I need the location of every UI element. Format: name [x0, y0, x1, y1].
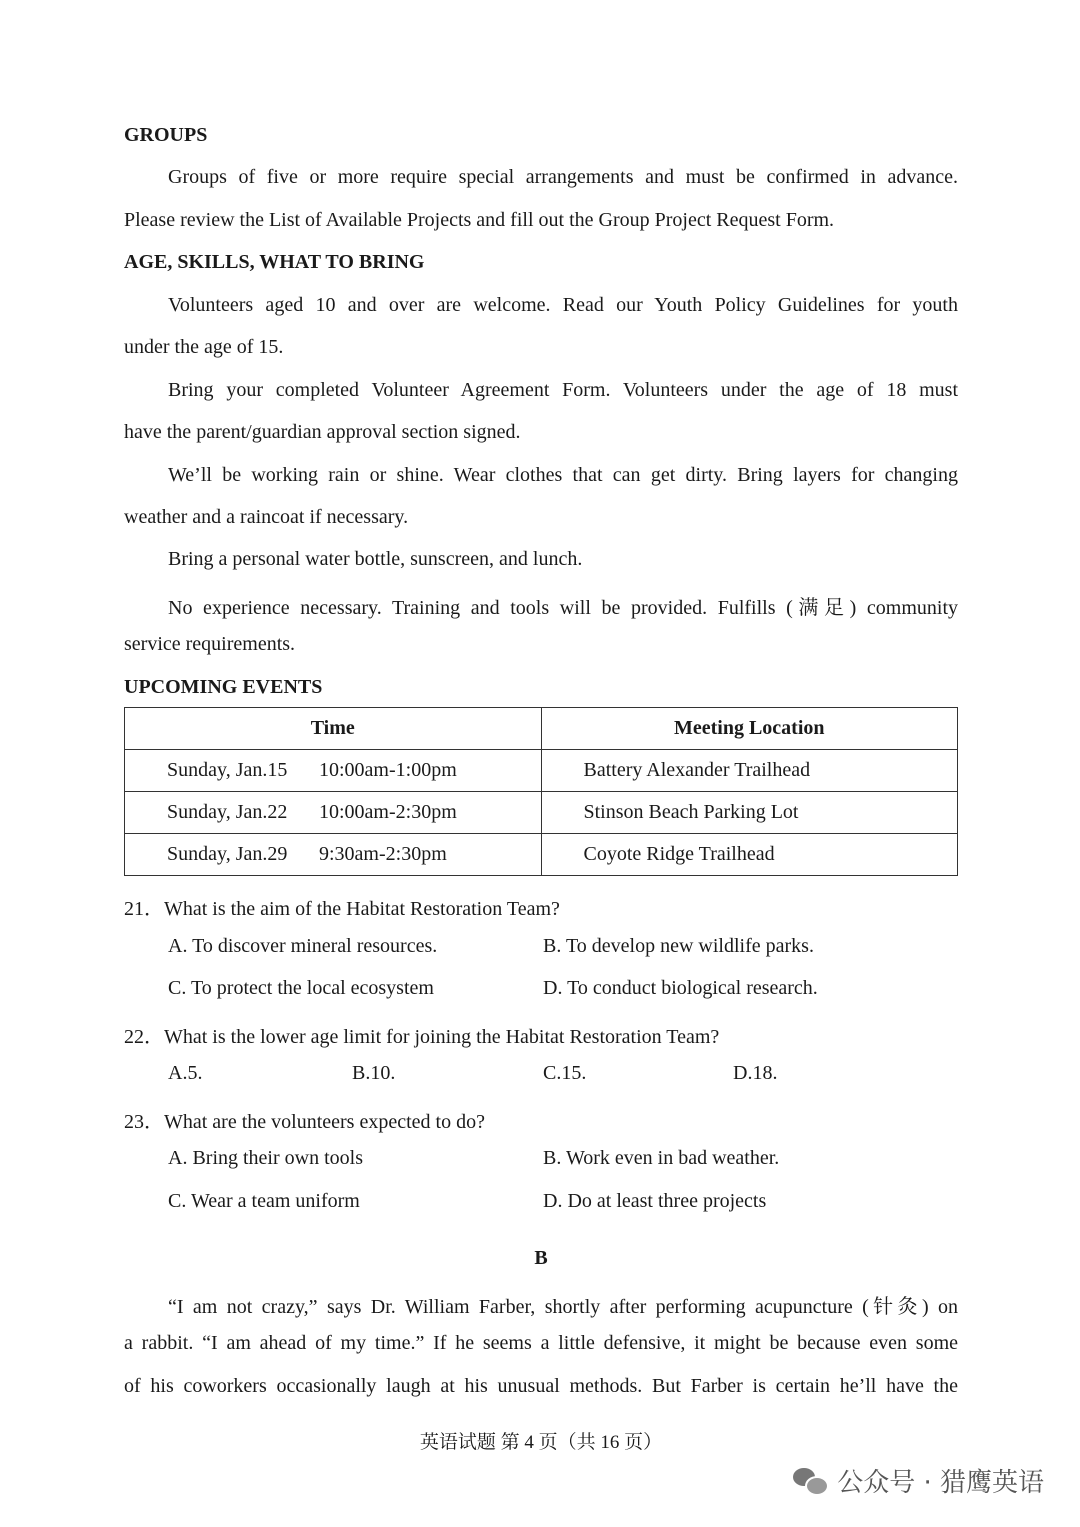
section-b-label: B [534, 1247, 548, 1269]
question-23-stem: 23．What are the volunteers expected to do? [124, 1111, 485, 1133]
section-b-line: a rabbit. “I am ahead of my time.” If he seems a little defensive, it might be because even some [124, 1332, 958, 1354]
events-header-row [125, 708, 958, 750]
section-b-line: “I am not crazy,” says Dr. William Farber, shortly after performing acupuncture (针灸) on [168, 1296, 958, 1318]
age-para-line: Bring your completed Volunteer Agreement Form. Volunteers under the age of 18 must [168, 379, 958, 401]
question-22-stem: 22．What is the lower age limit for joining the Habitat Restoration Team? [124, 1026, 720, 1048]
age-heading: AGE, SKILLS, WHAT TO BRING [124, 251, 425, 273]
groups-para-line: Groups of five or more require special arrangements and must be confirmed in advance. [168, 166, 958, 188]
question-22-option-d: D.18. [733, 1062, 778, 1084]
event-location: Coyote Ridge Trailhead [541, 834, 958, 876]
watermark-text: 公众号 · 猎鹰英语 [837, 1468, 1044, 1498]
section-b-line: of his coworkers occasionally laugh at his unusual methods. But Farber is certain he’ll have the [124, 1375, 958, 1397]
event-hours: 9:30am-2:30pm [319, 843, 447, 865]
time-column-header: Time [125, 708, 542, 750]
question-22-option-a: A.5. [168, 1062, 203, 1084]
age-para-line: service requirements. [124, 633, 296, 655]
age-para-line: weather and a raincoat if necessary. [124, 506, 409, 528]
question-21-option-d: D. To conduct biological research. [543, 977, 818, 999]
question-23-option-d: D. Do at least three projects [543, 1190, 767, 1212]
event-hours: 10:00am-2:30pm [319, 801, 457, 823]
groups-heading: GROUPS [124, 124, 208, 146]
question-23-option-a: A. Bring their own tools [168, 1147, 363, 1169]
age-para-line: have the parent/guardian approval section signed. [124, 421, 521, 443]
question-22-option-b: B.10. [352, 1062, 396, 1084]
question-23-option-c: C. Wear a team uniform [168, 1190, 360, 1212]
table-row [125, 792, 958, 834]
watermark [793, 1462, 1044, 1499]
event-location: Battery Alexander Trailhead [541, 750, 958, 792]
events-heading: UPCOMING EVENTS [124, 676, 323, 698]
event-date: Sunday, Jan.15 [167, 759, 288, 781]
age-para-line: under the age of 15. [124, 336, 284, 358]
question-23-option-b: B. Work even in bad weather. [543, 1147, 780, 1169]
event-date: Sunday, Jan.29 [167, 843, 288, 865]
question-21-stem: 21．What is the aim of the Habitat Restoration Team? [124, 898, 560, 920]
table-row [125, 834, 958, 876]
event-hours: 10:00am-1:00pm [319, 759, 457, 781]
event-time-cell [125, 750, 542, 792]
page-footer: 英语试题 第 4 页（共 16 页） [419, 1432, 663, 1453]
age-para-line: Volunteers aged 10 and over are welcome. Read our Youth Policy Guidelines for youth [168, 294, 958, 316]
question-22-option-c: C.15. [543, 1062, 587, 1084]
groups-para-line: Please review the List of Available Projects and fill out the Group Project Request Form. [124, 209, 835, 231]
table-row [125, 750, 958, 792]
question-21-option-b: B. To develop new wildlife parks. [543, 935, 814, 957]
question-21-option-c: C. To protect the local ecosystem [168, 977, 434, 999]
age-para-line: Bring a personal water bottle, sunscreen, and lunch. [168, 548, 583, 570]
event-time-cell [125, 834, 542, 876]
age-para-line: We’ll be working rain or shine. Wear clothes that can get dirty. Bring layers for changing [168, 464, 958, 486]
event-date: Sunday, Jan.22 [167, 801, 288, 823]
event-time-cell [125, 792, 542, 834]
events-table [124, 707, 958, 876]
wechat-icon [793, 1466, 827, 1496]
age-para-line: No experience necessary. Training and tools will be provided. Fulfills (满足) community [168, 597, 958, 619]
question-21-option-a: A. To discover mineral resources. [168, 935, 438, 957]
event-location: Stinson Beach Parking Lot [541, 792, 958, 834]
location-column-header: Meeting Location [541, 708, 958, 750]
